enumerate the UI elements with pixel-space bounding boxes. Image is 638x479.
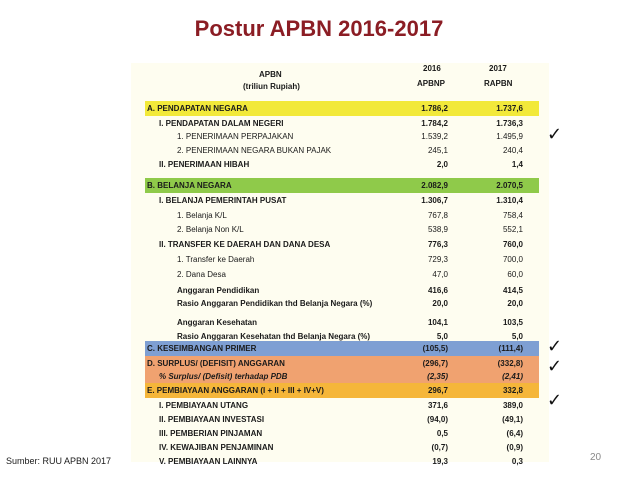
header-label-unit: (triliun Rupiah) — [243, 82, 300, 91]
table-row-kewajiban-penjaminan: IV. KEWAJIBAN PENJAMINAN (0,7) (0,9) — [159, 443, 523, 452]
table-row-pembiayaan-anggaran: E. PEMBIAYAAN ANGGARAN (I + II + III + IV+V) 296,7 332,8 — [145, 383, 539, 398]
table-row-belanja-negara: B. BELANJA NEGARA 2.082,9 2.070,5 — [145, 178, 539, 193]
page-number: 20 — [590, 452, 602, 463]
checkmark-icon: ✓ — [547, 336, 563, 357]
slide-title: Postur APBN 2016-2017 — [194, 16, 444, 41]
header-col-rapbn: RAPBN — [484, 79, 513, 88]
table-row-keseimbangan-primer: C. KESEIMBANGAN PRIMER (105,5) (111,4) — [145, 341, 539, 356]
table-row-rasio-pendidikan: Rasio Anggaran Pendidikan thd Belanja Negara (%) 20,0 20,0 — [177, 299, 523, 308]
header-label-apbn: APBN — [259, 70, 282, 79]
table-row-pembiayaan-investasi: II. PEMBIAYAAN INVESTASI (94,0) (49,1) — [159, 415, 523, 424]
apbn-table — [131, 63, 549, 466]
checkmark-icon: ✓ — [547, 390, 563, 411]
header-col-apbnp: APBNP — [417, 79, 446, 88]
table-row-transfer-ke-daerah: 1. Transfer ke Daerah 729,3 700,0 — [177, 255, 523, 264]
table-row-rasio-kesehatan: Rasio Anggaran Kesehatan thd Belanja Negara (%) 5,0 5,0 — [177, 332, 523, 341]
header-year-2016: 2016 — [423, 64, 441, 73]
table-row-pendapatan-negara: A. PENDAPATAN NEGARA 1.786,2 1.737,6 — [145, 101, 539, 116]
table-row-pembiayaan-lainnya: V. PEMBIAYAAN LAINNYA 19,3 0,3 — [159, 457, 523, 466]
table-row-anggaran-pendidikan: Anggaran Pendidikan 416,6 414,5 — [177, 286, 523, 295]
table-row-penerimaan-perpajakan: 1. PENERIMAAN PERPAJAKAN 1.539,2 1.495,9 — [177, 132, 523, 141]
table-row-defisit-pdb: % Surplus/ (Defisit) terhadap PDB (2,35) (2,41) — [145, 369, 539, 384]
table-row-pembiayaan-utang: I. PEMBIAYAAN UTANG 371,6 389,0 — [159, 401, 523, 410]
table-row-belanja-non-kl: 2. Belanja Non K/L 538,9 552,1 — [177, 225, 523, 234]
table-row-surplus-defisit: D. SURPLUS/ (DEFISIT) ANGGARAN (296,7) (332,8) — [145, 356, 539, 371]
table-row-pendapatan-dalam-negeri: I. PENDAPATAN DALAM NEGERI 1.784,2 1.736,3 — [159, 119, 523, 128]
table-row-belanja-pusat: I. BELANJA PEMERINTAH PUSAT 1.306,7 1.310,4 — [159, 196, 523, 205]
table-row-pnbp: 2. PENERIMAAN NEGARA BUKAN PAJAK 245,1 240,4 — [177, 146, 523, 155]
checkmark-icon: ✓ — [547, 124, 563, 145]
table-row-penerimaan-hibah: II. PENERIMAAN HIBAH 2,0 1,4 — [159, 160, 523, 169]
source-note: Sumber: RUU APBN 2017 — [6, 456, 112, 466]
table-row-pemberian-pinjaman: III. PEMBERIAN PINJAMAN 0,5 (6,4) — [159, 429, 523, 438]
checkmark-icon: ✓ — [547, 356, 563, 377]
table-row-belanja-kl: 1. Belanja K/L 767,8 758,4 — [177, 211, 523, 220]
header-year-2017: 2017 — [489, 64, 507, 73]
table-row-transfer-daerah: II. TRANSFER KE DAERAH DAN DANA DESA 776,3 760,0 — [159, 240, 523, 249]
table-row-dana-desa: 2. Dana Desa 47,0 60,0 — [177, 270, 523, 279]
table-row-anggaran-kesehatan: Anggaran Kesehatan 104,1 103,5 — [177, 318, 523, 327]
